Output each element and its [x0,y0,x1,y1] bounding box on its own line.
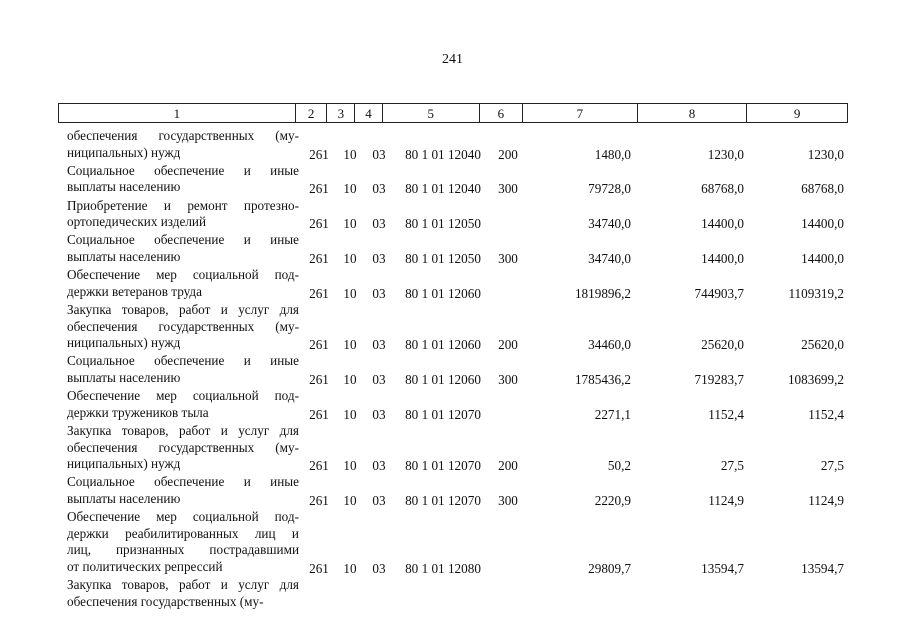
amount-col9-cell: 14400,0 [801,216,844,232]
section-code-cell: 10 [343,181,357,197]
section-code-cell: 10 [343,492,357,508]
admin-code-cell: 261 [309,216,329,232]
amount-col7-cell: 79728,0 [588,181,631,197]
admin-code-cell: 261 [309,406,329,422]
subsection-code-cell: 03 [372,250,386,266]
admin-code-cell: 261 [309,492,329,508]
description-line: обеспечения государственных (му- [67,593,264,609]
expense-type-cell: 200 [498,337,518,353]
amount-col8-cell: 1124,9 [708,492,744,508]
description-line: Закупка товаров, работ и услуг для [67,577,299,593]
admin-code-cell: 261 [309,560,329,576]
amount-col7-cell: 1785436,2 [574,371,631,387]
description-line: Обеспечение мер социальной под- [67,509,299,525]
amount-col8-cell: 744903,7 [694,285,744,301]
target-article-cell: 80 1 01 12070 [405,458,481,474]
expense-type-cell: 300 [498,250,518,266]
target-article-cell: 80 1 01 12060 [405,371,481,387]
amount-col9-cell: 1124,9 [808,492,844,508]
description-line: Социальное обеспечение и иные [67,162,299,178]
amount-col7-cell: 2220,9 [594,492,631,508]
description-line: держки ветеранов труда [67,283,202,299]
target-article-cell: 80 1 01 12050 [405,250,481,266]
amount-col7-cell: 29809,7 [588,560,631,576]
amount-col8-cell: 13594,7 [701,560,744,576]
section-code-cell: 10 [343,337,357,353]
description-line: Закупка товаров, работ и услуг для [67,302,299,317]
table-row [0,423,905,473]
amount-col9-cell: 13594,7 [801,560,844,576]
amount-col9-cell: 68768,0 [801,181,844,197]
target-article-cell: 80 1 01 12060 [405,337,481,353]
amount-col8-cell: 25620,0 [701,337,744,353]
subsection-code-cell: 03 [372,285,386,301]
description-line: выплаты населению [67,179,181,195]
target-article-cell: 80 1 01 12060 [405,285,481,301]
column-header-4: 4 [355,104,383,123]
expense-type-cell: 300 [498,371,518,387]
column-header-7: 7 [523,104,638,123]
admin-code-cell: 261 [309,285,329,301]
amount-col9-cell: 1109319,2 [788,285,844,301]
subsection-code-cell: 03 [372,371,386,387]
table-row [0,353,905,386]
section-code-cell: 10 [343,406,357,422]
section-code-cell: 10 [343,371,357,387]
subsection-code-cell: 03 [372,458,386,474]
subsection-code-cell: 03 [372,337,386,353]
amount-col8-cell: 14400,0 [701,250,744,266]
amount-col8-cell: 27,5 [720,458,744,474]
amount-col7-cell: 50,2 [607,458,631,474]
amount-col7-cell: 1480,0 [594,146,631,162]
admin-code-cell: 261 [309,250,329,266]
description-line: выплаты населению [67,248,181,264]
description-line: держки реабилитированных лиц и [67,525,299,541]
amount-col7-cell: 34460,0 [588,337,631,353]
section-code-cell: 10 [343,250,357,266]
section-code-cell: 10 [343,285,357,301]
target-article-cell: 80 1 01 12040 [405,146,481,162]
subsection-code-cell: 03 [372,146,386,162]
amount-col8-cell: 14400,0 [701,216,744,232]
target-article-cell: 80 1 01 12040 [405,181,481,197]
subsection-code-cell: 03 [372,181,386,197]
subsection-code-cell: 03 [372,492,386,508]
amount-col8-cell: 1152,4 [708,406,744,422]
amount-col8-cell: 1230,0 [707,146,744,162]
admin-code-cell: 261 [309,337,329,353]
amount-col9-cell: 1152,4 [808,406,844,422]
amount-col7-cell: 34740,0 [588,250,631,266]
column-header-6: 6 [479,104,523,123]
amount-col9-cell: 1083699,2 [787,371,844,387]
table-row [0,163,905,196]
section-code-cell: 10 [343,560,357,576]
amount-col7-cell: 1819896,2 [574,285,631,301]
page-number: 241 [442,52,463,67]
table-row [0,388,905,421]
amount-col7-cell: 2271,1 [594,406,631,422]
target-article-cell: 80 1 01 12050 [405,216,481,232]
subsection-code-cell: 03 [372,406,386,422]
admin-code-cell: 261 [309,146,329,162]
column-header-2: 2 [295,104,327,123]
description-line: Обеспечение мер социальной под- [67,267,299,283]
description-line: ниципальных) нужд [67,144,181,160]
admin-code-cell: 261 [309,458,329,474]
table-row [0,128,905,161]
target-article-cell: 80 1 01 12070 [405,492,481,508]
table-row [0,198,905,231]
description-line: Социальное обеспечение и иные [67,474,299,490]
table-row [0,577,905,610]
table-row [0,302,905,352]
subsection-code-cell: 03 [372,560,386,576]
column-header-1: 1 [59,104,296,123]
description-line: Приобретение и ремонт протезно- [67,197,299,213]
expense-type-cell: 300 [498,492,518,508]
column-header-8: 8 [637,104,747,123]
description-line: от политических репрессий [67,558,223,574]
section-code-cell: 10 [343,216,357,232]
description-line: обеспечения государственных (му- [67,439,299,455]
column-header-3: 3 [327,104,355,123]
expense-type-cell: 200 [498,146,518,162]
description-line: выплаты населению [67,369,181,385]
amount-col7-cell: 34740,0 [588,216,631,232]
target-article-cell: 80 1 01 12080 [405,560,481,576]
description-line: Обеспечение мер социальной под- [67,388,299,404]
table-row [0,474,905,507]
subsection-code-cell: 03 [372,216,386,232]
table-row [0,232,905,265]
table-row [0,267,905,300]
column-header-5: 5 [382,104,479,123]
amount-col9-cell: 25620,0 [801,337,844,353]
description-line: лиц, признанных пострадавшими [67,542,299,558]
description-line: Социальное обеспечение и иные [67,232,299,248]
expense-type-cell: 200 [498,458,518,474]
amount-col9-cell: 1230,0 [807,146,844,162]
expense-type-cell: 300 [498,181,518,197]
row-description [67,577,299,610]
admin-code-cell: 261 [309,181,329,197]
amount-col9-cell: 14400,0 [801,250,844,266]
description-line: ортопедических изделий [67,214,207,230]
table-row [0,509,905,575]
description-line: Социальное обеспечение и иные [67,353,299,369]
amount-col8-cell: 68768,0 [701,181,744,197]
description-line: Закупка товаров, работ и услуг для [67,423,299,438]
description-line: обеспечения государственных (му- [67,318,299,334]
description-line: ниципальных) нужд [67,456,181,472]
description-line: ниципальных) нужд [67,335,181,351]
section-code-cell: 10 [343,146,357,162]
description-line: выплаты населению [67,490,181,506]
section-code-cell: 10 [343,458,357,474]
target-article-cell: 80 1 01 12070 [405,406,481,422]
column-header-9: 9 [747,104,848,123]
admin-code-cell: 261 [309,371,329,387]
amount-col8-cell: 719283,7 [694,371,744,387]
amount-col9-cell: 27,5 [820,458,844,474]
description-line: обеспечения государственных (му- [67,128,299,143]
description-line: держки тружеников тыла [67,404,209,420]
